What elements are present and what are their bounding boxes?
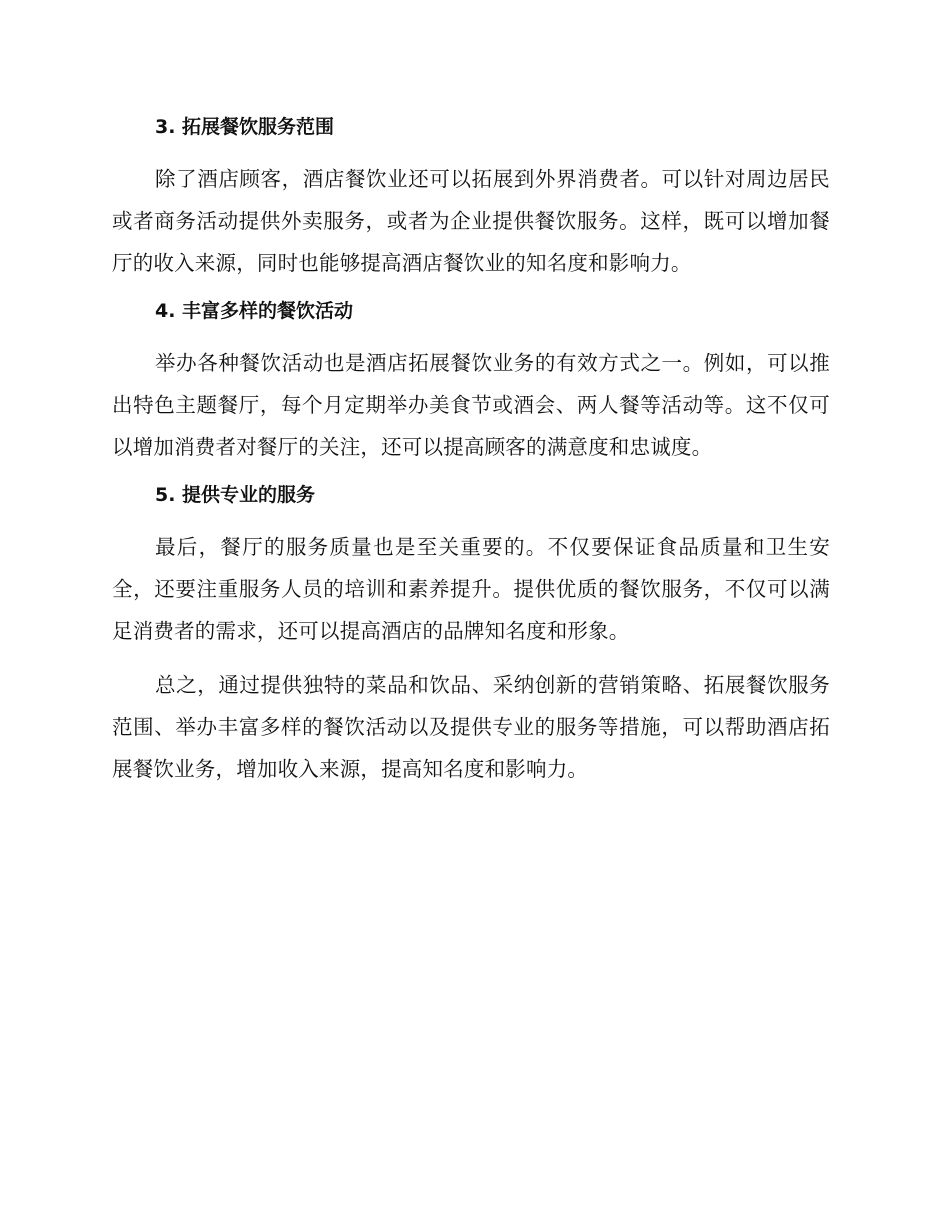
document-body: [112, 112, 830, 802]
section-paragraph: 举办各种餐饮活动也是酒店拓展餐饮业务的有效方式之一。例如，可以推出特色主题餐厅，每个月定期举办美食节或酒会、两人餐等活动等。这不仅可以增加消费者对餐厅的关注，还可以提高顾客的满意度和忠诚度。: [112, 351, 830, 459]
section-3: [112, 112, 830, 284]
section-paragraph: 除了酒店顾客，酒店餐饮业还可以拓展到外界消费者。可以针对周边居民或者商务活动提供外卖服务，或者为企业提供餐饮服务。这样，既可以增加餐厅的收入来源，同时也能够提高酒店餐饮业的知名度和影响力。: [112, 167, 830, 275]
section-heading: 3. 拓展餐饮服务范围: [155, 116, 335, 138]
section-5: [112, 480, 830, 652]
section-paragraph: 最后，餐厅的服务质量也是至关重要的。不仅要保证食品质量和卫生安全，还要注重服务人员的培训和素养提升。提供优质的餐饮服务，不仅可以满足消费者的需求，还可以提高酒店的品牌知名度和形象。: [112, 535, 830, 643]
section-heading: 4. 丰富多样的餐饮活动: [155, 300, 354, 322]
section-4: [112, 296, 830, 468]
conclusion-paragraph: 总之，通过提供独特的菜品和饮品、采纳创新的营销策略、拓展餐饮服务范围、举办丰富多样的餐饮活动以及提供专业的服务等措施，可以帮助酒店拓展餐饮业务，增加收入来源，提高知名度和影响力。: [112, 673, 830, 781]
section-heading: 5. 提供专业的服务: [155, 484, 316, 506]
